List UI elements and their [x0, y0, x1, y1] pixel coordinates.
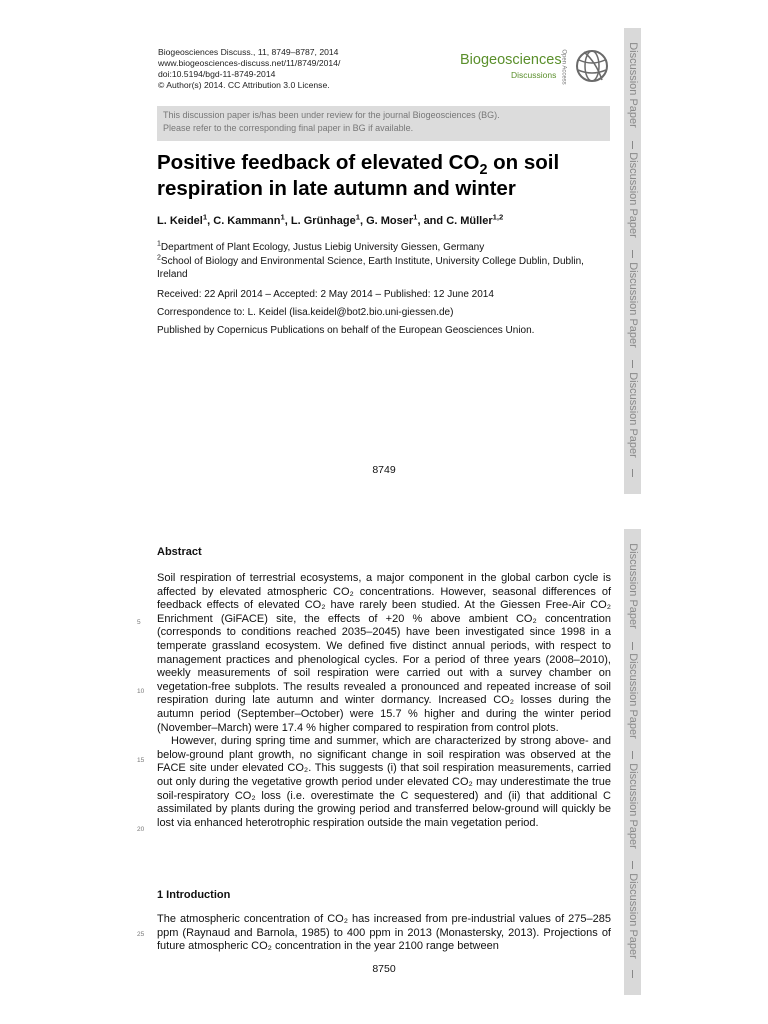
- line-number: 10: [137, 688, 145, 695]
- side-label: Discussion Paper: [626, 543, 639, 629]
- author: C. Müller: [446, 215, 493, 227]
- correspondence: Correspondence to: L. Keidel (lisa.keidel@bot2.bio.uni-giessen.de): [157, 307, 454, 318]
- abstract-heading: Abstract: [157, 546, 202, 558]
- open-access-label: Open Access: [561, 49, 568, 85]
- affiliation-2: $^2$School of Biology and Environmental Science, Earth Institute, University College Dublin, Dublin, Ireland: [157, 254, 584, 280]
- review-notice: [157, 106, 610, 141]
- license: © Author(s) 2014. CC Attribution 3.0 License.: [158, 80, 330, 90]
- discussion-paper-strip: [624, 28, 641, 494]
- side-label: Discussion Paper: [626, 873, 639, 959]
- review-notice-line1: This discussion paper is/has been under review for the journal Biogeosciences (BG).: [163, 110, 500, 120]
- biogeosciences-logo: [460, 42, 620, 88]
- logo-sub: Discussions: [511, 70, 557, 80]
- side-separator: [632, 970, 633, 978]
- doi[interactable]: doi:10.5194/bgd-11-8749-2014: [158, 69, 276, 79]
- review-notice-line2: Please refer to the corresponding final paper in BG if available.: [163, 123, 414, 133]
- page-number: 8750: [372, 963, 396, 975]
- side-label: Discussion Paper: [626, 372, 639, 458]
- side-label: Discussion Paper: [626, 653, 639, 739]
- side-label: Discussion Paper: [626, 763, 639, 849]
- side-label: Discussion Paper: [626, 262, 639, 348]
- abstract-paragraph-2: However, during spring time and summer, which are characterized by strong above- and below-ground plant growth, no significant change in soil respiration was observed at the FACE site under elevated CO₂. This suggests (i) that soil respiration measurements, carried out only during the vegetative growth period under elevated CO₂ may underestimate the true soil-respiratory CO₂ loss (i.e. overestimate the C sequestered) and (ii) that additional C assimilated by plants during the growing period and transferred below-ground will quickly be lost via enhanced heterotrophic respiration outside the main vegetation period.: [157, 735, 611, 829]
- affiliation-1: $^1$Department of Plant Ecology, Justus Liebig University Giessen, Germany: [157, 240, 485, 253]
- globe-icon: [572, 46, 612, 86]
- citation-header: [158, 47, 340, 91]
- discussion-paper-strip: [624, 529, 641, 995]
- page-number: 8749: [372, 464, 396, 476]
- author: L. Keidel: [157, 215, 203, 227]
- line-number: 20: [137, 826, 145, 833]
- line-number: 25: [137, 931, 145, 938]
- author: L. Grünhage: [290, 215, 356, 227]
- dates: Received: 22 April 2014 – Accepted: 2 May 2014 – Published: 12 June 2014: [157, 289, 494, 300]
- author: G. Moser: [366, 215, 414, 227]
- journal-line: Biogeosciences Discuss., 11, 8749–8787, 2014: [158, 47, 339, 57]
- abstract-body: [157, 572, 611, 830]
- introduction-heading: 1 Introduction: [157, 889, 231, 901]
- paper-title: Positive feedback of elevated $CO_2$ on soil respiration in late autumn and winter: [157, 151, 560, 200]
- author-list: L. Keidel$^1$, C. Kammann$^1$, L. Grünhage$^1$, G. Moser$^1$, and C. Müller$^{1,2}$: [157, 212, 504, 227]
- page-8750: [0, 512, 768, 1024]
- introduction-paragraph: The atmospheric concentration of CO₂ has increased from pre-industrial values of 275–285 ppm (Raynaud and Barnola, 1985) to 400 ppm in 2013 (Monastersky, 2013). Projections of future atmospheric CO₂ concentration in the year 2100 range between: [157, 913, 611, 953]
- side-label: Discussion Paper: [626, 152, 639, 238]
- introduction-body: [157, 913, 611, 954]
- line-number: 15: [137, 757, 145, 764]
- abstract-paragraph-1: Soil respiration of terrestrial ecosystems, a major component in the global carbon cycle is affected by elevated atmospheric CO₂ concentrations. However, seasonal differences of feedback effects of elevated CO₂ have rarely been studied. At the Giessen Free-Air CO₂ Enrichment (GiFACE) site, the effects of +20 % above ambient CO₂ concentration (corresponds to conditions reached 2035–2045) have been investigated since 1998 in a temperate grassland ecosystem. We defined five distinct annual periods, with respect to management practices and phenological cycles. For a period of three years (2008–2010), weekly measurements of soil respiration were carried out with a survey chamber on vegetation-free subplots. The results revealed a pronounced and repeated increase of soil respiration during late autumn and winter dormancy. Increased CO₂ losses during the autumn period (September–October) were 15.7 % higher and during the winter period (November–March) were 17.4 % higher compared to respiration from control plots.: [157, 572, 611, 734]
- publisher-note: Published by Copernicus Publications on behalf of the European Geosciences Union.: [157, 325, 535, 336]
- side-label: Discussion Paper: [626, 42, 639, 128]
- side-separator: [632, 469, 633, 477]
- author: C. Kammann: [213, 215, 281, 227]
- line-number: 5: [137, 619, 141, 626]
- logo-name: Biogeosciences: [460, 52, 562, 68]
- journal-url[interactable]: www.biogeosciences-discuss.net/11/8749/2014/: [158, 58, 341, 68]
